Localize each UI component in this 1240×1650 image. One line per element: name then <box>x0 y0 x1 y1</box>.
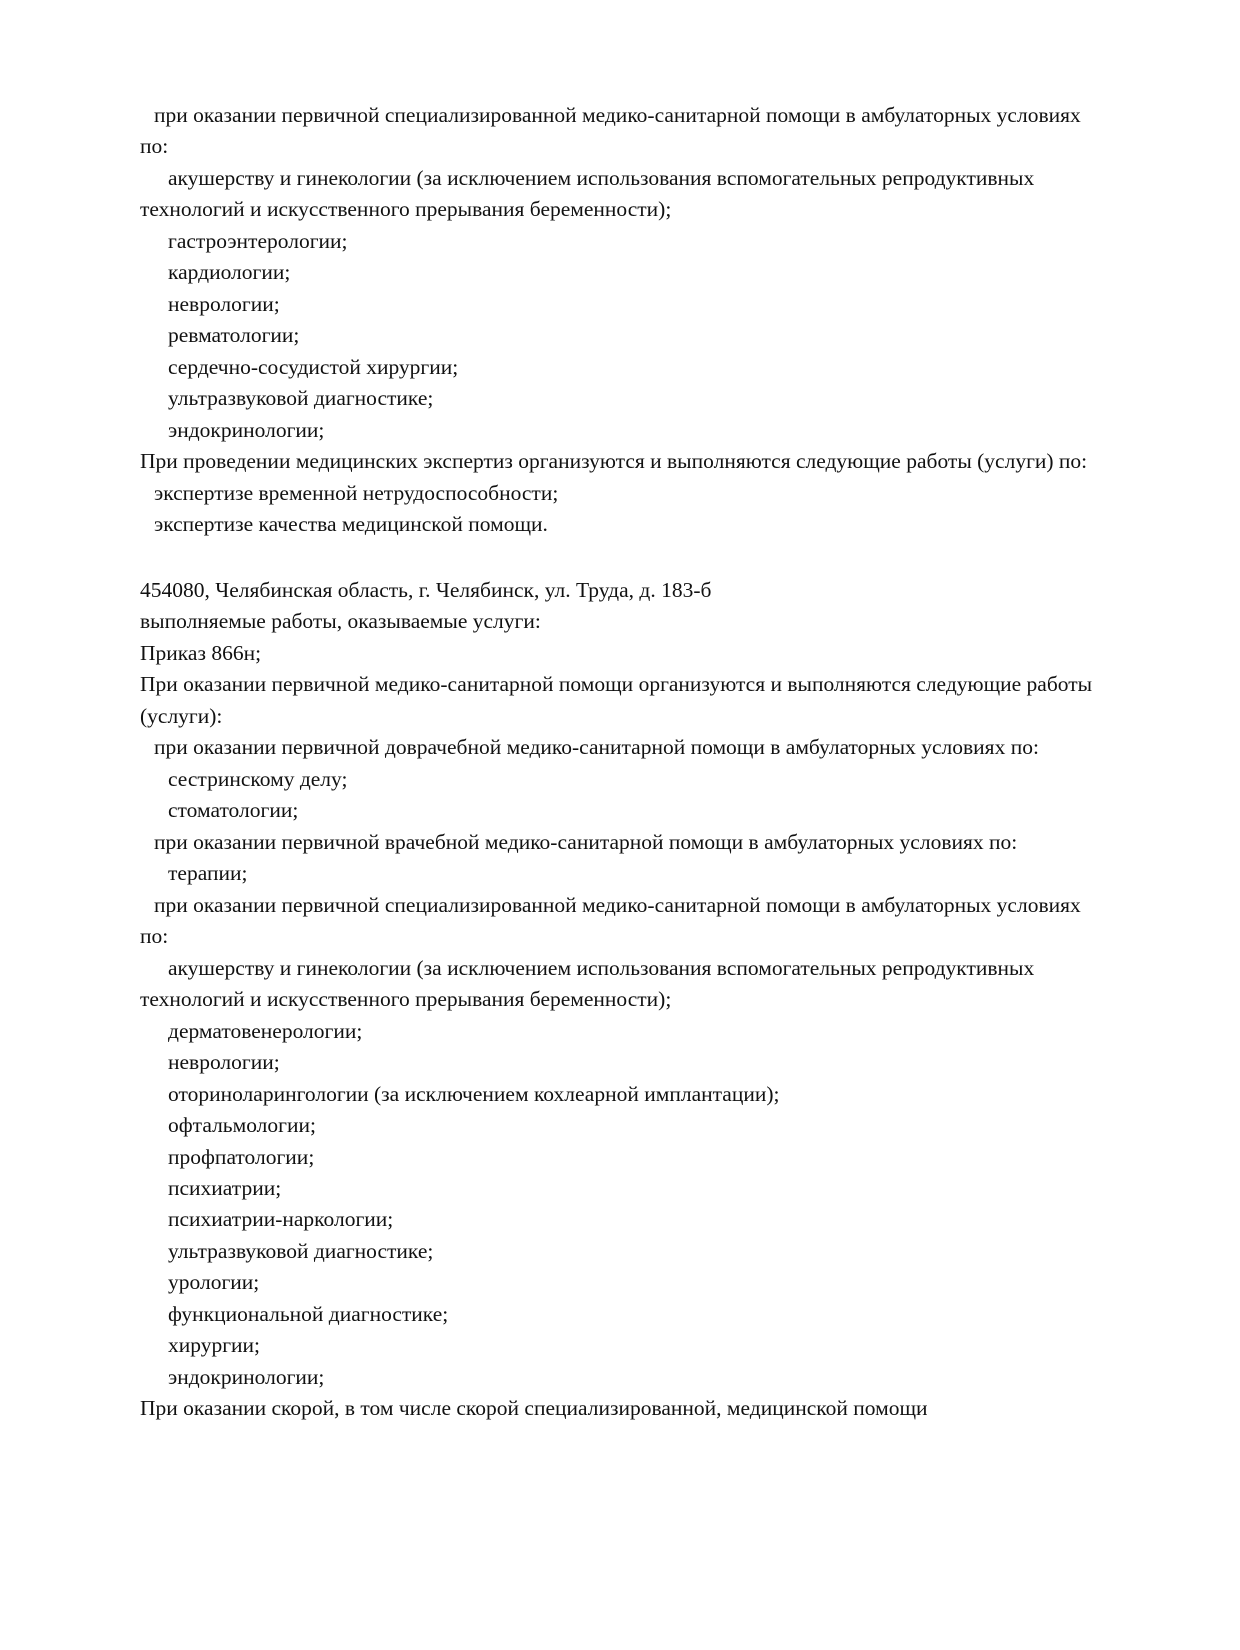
list-item: офтальмологии; <box>168 1113 316 1138</box>
list-item: ультразвуковой диагностике; <box>168 386 434 411</box>
paragraph: акушерству и гинекологии (за исключением использования вспомогательных репродуктивных технологий и искусственного прерывания беременности); <box>140 955 1040 1012</box>
address-line: 454080, Челябинская область, г. Челябинск, ул. Труда, д. 183-б <box>140 577 712 602</box>
list-item: экспертизе качества медицинской помощи. <box>154 512 548 537</box>
paragraph: При оказании скорой, в том числе скорой специализированной, медицинской помощи <box>140 1396 928 1421</box>
paragraph: выполняемые работы, оказываемые услуги: <box>140 609 541 634</box>
document-text-body <box>140 100 1100 1425</box>
list-item: ультразвуковой диагностике; <box>168 1238 434 1263</box>
list-item: стоматологии; <box>168 798 299 823</box>
list-item: хирургии; <box>168 1333 261 1358</box>
paragraph: При оказании первичной медико-санитарной помощи организуются и выполняются следующие работы (услуги): <box>140 672 1098 728</box>
list-item: профпатологии; <box>168 1144 315 1169</box>
list-item: гастроэнтерологии; <box>168 228 348 253</box>
list-item: оториноларингологии (за исключением кохлеарной имплантации); <box>168 1081 780 1106</box>
list-item: неврологии; <box>168 1050 280 1075</box>
paragraph: при оказании первичной доврачебной медико-санитарной помощи в амбулаторных условиях по: <box>154 735 1039 760</box>
list-item: кардиологии; <box>168 260 291 285</box>
paragraph: акушерству и гинекологии (за исключением использования вспомогательных репродуктивных технологий и искусственного прерывания беременности); <box>140 165 1040 222</box>
paragraph: при оказании первичной специализированной медико-санитарной помощи в амбулаторных условиях по: <box>140 103 1087 159</box>
list-item: ревматологии; <box>168 323 300 348</box>
list-item: функциональной диагностике; <box>168 1301 449 1326</box>
list-item: экспертизе временной нетрудоспособности; <box>154 480 559 505</box>
list-item: эндокринологии; <box>168 1364 325 1389</box>
list-item: дерматовенерологии; <box>168 1018 363 1043</box>
paragraph: при оказании первичной врачебной медико-санитарной помощи в амбулаторных условиях по: <box>154 829 1018 854</box>
paragraph-spacer <box>140 541 1100 575</box>
list-item: урологии; <box>168 1270 260 1295</box>
list-item: сердечно-сосудистой хирургии; <box>168 354 459 379</box>
list-item: эндокринологии; <box>168 417 325 442</box>
list-item: психиатрии-наркологии; <box>168 1207 394 1232</box>
paragraph: при оказании первичной специализированной медико-санитарной помощи в амбулаторных условиях по: <box>140 892 1087 949</box>
list-item: неврологии; <box>168 291 280 316</box>
list-item: терапии; <box>168 861 248 886</box>
list-item: сестринскому делу; <box>168 766 348 791</box>
paragraph: При проведении медицинских экспертиз организуются и выполняются следующие работы (услуги) по: <box>140 449 1088 474</box>
list-item: психиатрии; <box>168 1175 282 1200</box>
paragraph: Приказ 866н; <box>140 640 262 665</box>
